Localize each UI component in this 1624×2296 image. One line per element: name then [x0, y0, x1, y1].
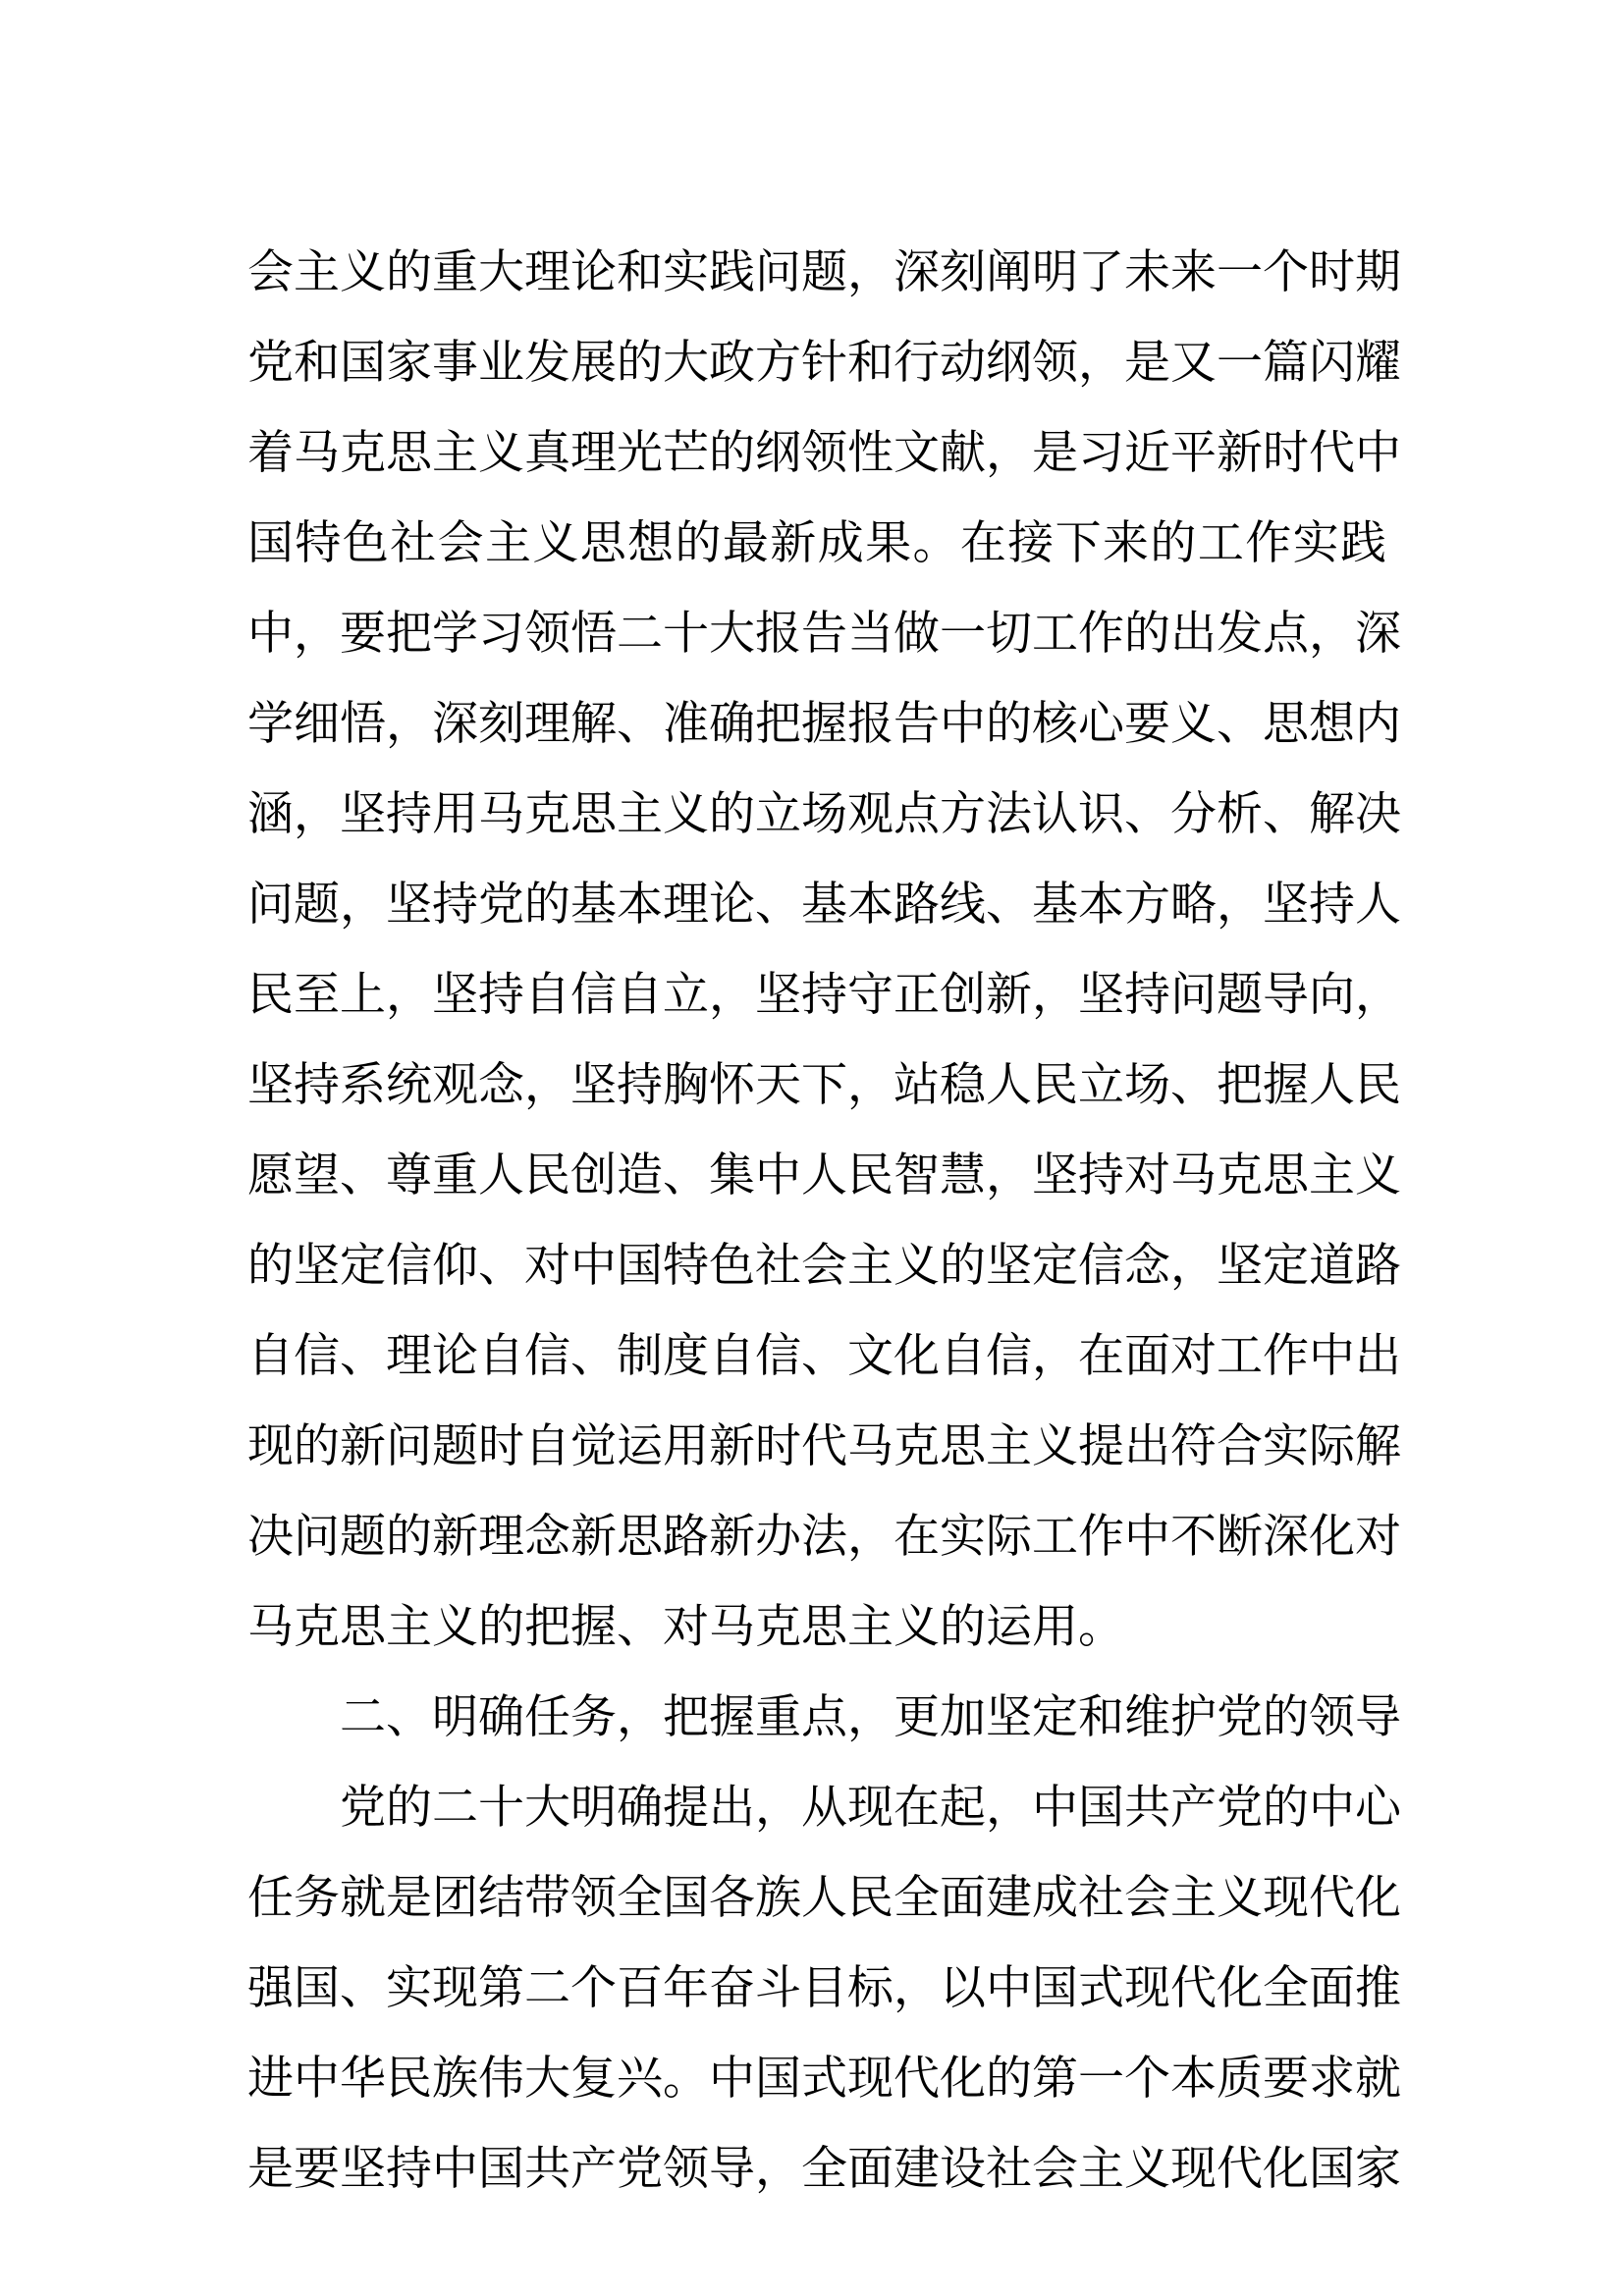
paragraph-line: 会主义的重大理论和实践问题，深刻阐明了未来一个时期	[247, 245, 1401, 299]
paragraph-line: 中，要把学习领悟二十大报告当做一切工作的出发点，深	[247, 607, 1401, 661]
paragraph-line: 坚持系统观念，坚持胸怀天下，站稳人民立场、把握人民	[247, 1058, 1401, 1112]
paragraph-line: 着马克思主义真理光芒的纲领性文献，是习近平新时代中	[247, 426, 1401, 480]
paragraph-line: 党和国家事业发展的大政方针和行动纲领，是又一篇闪耀	[247, 336, 1401, 390]
document-body	[247, 228, 1401, 2215]
paragraph-line: 问题，坚持党的基本理论、基本路线、基本方略，坚持人	[247, 878, 1401, 932]
paragraph-line: 马克思主义的把握、对马克思主义的运用。	[247, 1600, 1124, 1654]
paragraph-line: 任务就是团结带领全国各族人民全面建成社会主义现代化	[247, 1871, 1401, 1925]
paragraph-line: 的坚定信仰、对中国特色社会主义的坚定信念，坚定道路	[247, 1239, 1401, 1293]
paragraph-line: 党的二十大明确提出，从现在起，中国共产党的中心	[340, 1781, 1401, 1835]
paragraph-line: 强国、实现第二个百年奋斗目标，以中国式现代化全面推	[247, 1961, 1401, 2015]
paragraph-line: 决问题的新理念新思路新办法，在实际工作中不断深化对	[247, 1510, 1401, 1564]
section-heading: 二、明确任务，把握重点，更加坚定和维护党的领导	[340, 1690, 1401, 1744]
paragraph-2	[247, 1763, 1401, 2215]
paragraph-line: 国特色社会主义思想的最新成果。在接下来的工作实践	[247, 516, 1386, 570]
paragraph-line: 涵，坚持用马克思主义的立场观点方法认识、分析、解决	[247, 787, 1401, 841]
paragraph-line: 自信、理论自信、制度自信、文化自信，在面对工作中出	[247, 1329, 1401, 1383]
paragraph-line: 是要坚持中国共产党领导，全面建设社会主义现代化国家	[247, 2142, 1401, 2196]
paragraph-line: 愿望、尊重人民创造、集中人民智慧，坚持对马克思主义	[247, 1148, 1401, 1202]
paragraph-1	[247, 228, 1401, 1673]
paragraph-line: 学细悟，深刻理解、准确把握报告中的核心要义、思想内	[247, 697, 1401, 751]
paragraph-line: 现的新问题时自觉运用新时代马克思主义提出符合实际解	[247, 1419, 1401, 1473]
paragraph-line: 民至上，坚持自信自立，坚持守正创新，坚持问题导向，	[247, 968, 1401, 1022]
paragraph-line: 进中华民族伟大复兴。中国式现代化的第一个本质要求就	[247, 2052, 1401, 2106]
